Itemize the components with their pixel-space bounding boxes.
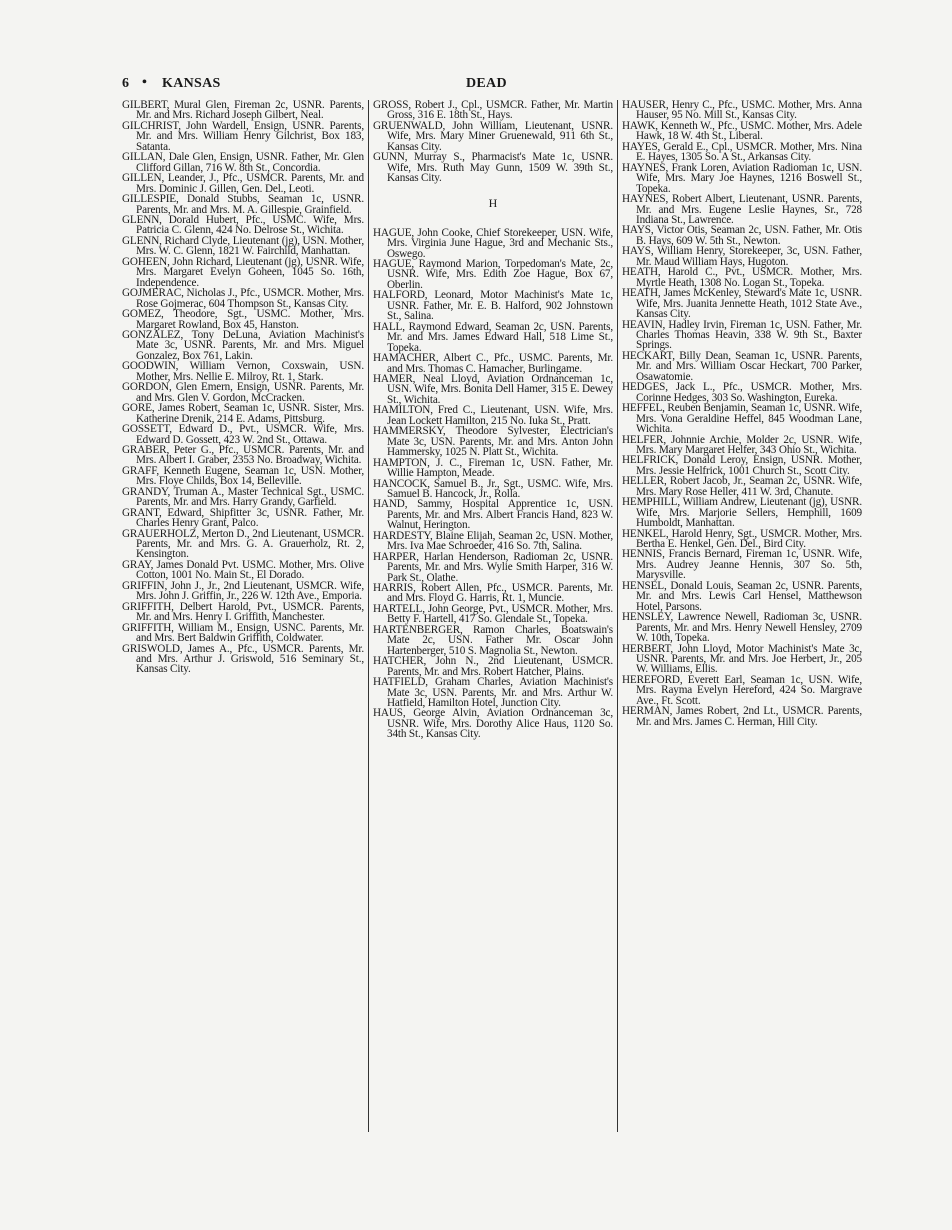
- roll-entry: GORDON, Glen Emern, Ensign, USNR. Parents, Mr. and Mrs. Glen V. Gordon, McCracken.: [122, 381, 364, 404]
- roll-entry: HEATH, James McKenley, Steward's Mate 1c, USNR. Wife, Mrs. Juanita Jennette Heath, 1012 State Ave., Kansas City.: [622, 287, 862, 321]
- roll-entry: GUNN, Murray S., Pharmacist's Mate 1c, USNR. Wife, Mrs. Ruth May Gunn, 1509 W. 39th St., Kansas City.: [373, 151, 613, 185]
- column-3: [622, 100, 862, 727]
- roll-entry: HAMMERSKY, Theodore Sylvester, Electrician's Mate 3c, USN. Parents, Mr. and Mrs. Anton John Hammersky, 1025 N. Platt St., Wichita.: [373, 425, 613, 459]
- roll-entry: GONZALEZ, Tony DeLuna, Aviation Machinist's Mate 3c, USNR. Parents, Mr. and Mrs. Miguel Gonzalez, Box 761, Lakin.: [122, 328, 364, 362]
- roll-entry: HAYS, Victor Otis, Seaman 2c, USN. Father, Mr. Otis B. Hays, 609 W. 5th St., Newton.: [622, 224, 862, 247]
- column-1: [122, 100, 364, 675]
- roll-entry: HAND, Sammy, Hospital Apprentice 1c, USN. Parents, Mr. and Mrs. Albert Francis Hand, 823 W. Walnut, Herington.: [373, 498, 613, 532]
- roll-entry: HAYNES, Frank Loren, Aviation Radioman 1c, USN. Wife, Mrs. Mary Joe Haynes, 1216 Boswell St., Topeka.: [622, 161, 862, 195]
- state-name: KANSAS: [162, 76, 221, 91]
- roll-entry: GILLEN, Leander, J., Pfc., USMCR. Parents, Mr. and Mrs. Dominic J. Gillen, Gen. Del., Leoti.: [122, 172, 364, 195]
- roll-entry: HARPER, Harlan Henderson, Radioman 2c, USNR. Parents, Mr. and Mrs. Wylie Smith Harper, 316 W. Park St., Olathe.: [373, 550, 613, 584]
- roll-entry: GRIFFIN, John J., Jr., 2nd Lieutenant, USMCR. Wife, Mrs. John J. Griffin, Jr., 226 W. 12th Ave., Emporia.: [122, 579, 364, 603]
- roll-entry: HAGUE, Raymond Marion, Torpedoman's Mate, 2c, USNR. Wife, Mrs. Edith Zoe Hague, Box 67, Oberlin.: [373, 257, 613, 291]
- roll-entry: HARTENBERGER, Ramon Charles, Boatswain's Mate 2c, USN. Father Mr. Oscar John Hartenberger, 510 S. Magnolia St., Newton.: [373, 623, 613, 657]
- roll-entry: HAMER, Neal Lloyd, Aviation Ordnanceman 1c, USN. Wife, Mrs. Bonita Dell Hamer, 315 E. Dewey St., Wichita.: [373, 372, 613, 406]
- roll-entry: HATFIELD, Graham Charles, Aviation Machinist's Mate 3c, USN. Parents, Mr. and Mrs. Arthur W. Hatfield, Hamilton Hotel, Junction City.: [373, 676, 613, 710]
- roll-entry: GRISWOLD, James A., Pfc., USMCR. Parents, Mr. and Mrs. Arthur J. Griswold, 516 Seminary St., Kansas City.: [122, 642, 364, 676]
- roll-entry: GRANDY, Truman A., Master Technical Sgt., USMC. Parents, Mr. and Mrs. Harry Grandy, Garfield.: [122, 485, 364, 509]
- roll-entry: HELFRICK, Donald Leroy, Ensign, USNR. Mother, Mrs. Jessie Helfrick, 1001 Church St., Scott City.: [622, 454, 862, 477]
- roll-entry: GOSSETT, Edward D., Pvt., USMCR. Wife, Mrs. Edward D. Gossett, 423 W. 2nd St., Ottawa.: [122, 423, 364, 446]
- header-bullet: •: [142, 75, 148, 90]
- roll-entry: GILBERT, Mural Glen, Fireman 2c, USNR. Parents, Mr. and Mrs. Richard Joseph Gilbert, Neal.: [122, 99, 364, 122]
- roll-entry: GOJMERAC, Nicholas J., Pfc., USMCR. Mother, Mrs. Rose Gojmerac, 604 Thompson St., Kansas City.: [122, 287, 364, 310]
- roll-entry: HERMAN, James Robert, 2nd Lt., USMCR. Parents, Mr. and Mrs. James C. Herman, Hill City.: [622, 705, 862, 728]
- roll-entry: HAMACHER, Albert C., Pfc., USMC. Parents, Mr. and Mrs. Thomas C. Hamacher, Burlingame.: [373, 352, 613, 375]
- roll-entry: GROSS, Robert J., Cpl., USMCR. Father, Mr. Martin Gross, 316 E. 18th St., Hays.: [373, 99, 613, 122]
- roll-entry: HAMPTON, J. C., Fireman 1c, USN. Father, Mr. Willie Hampton, Meade.: [373, 456, 613, 480]
- roll-entry: HENKEL, Harold Henry, Sgt., USMCR. Mother, Mrs. Bertha E. Henkel, Gen. Del., Bird City.: [622, 527, 862, 551]
- roll-entry: GRIFFITH, Delbert Harold, Pvt., USMCR. Parents, Mr. and Mrs. Henry I. Griffith, Manchester.: [122, 600, 364, 624]
- column-divider-2: [617, 100, 618, 1132]
- roll-entry: GILLAN, Dale Glen, Ensign, USNR. Father, Mr. Glen Clifford Gillan, 716 W. 8th St., Concordia.: [122, 151, 364, 174]
- roll-entry: HATCHER, John N., 2nd Lieutenant, USMCR. Parents, Mr. and Mrs. Robert Hatcher, Plains.: [373, 655, 613, 678]
- roll-entry: HENSLEY, Lawrence Newell, Radioman 3c, USNR. Parents, Mr. and Mrs. Henry Newell Hensley, 2709 W. 10th, Topeka.: [622, 611, 862, 645]
- roll-entry: HANCOCK, Samuel B., Jr., Sgt., USMC. Wife, Mrs. Samuel B. Hancock, Jr., Rolla.: [373, 477, 613, 500]
- roll-entry: GOODWIN, William Vernon, Coxswain, USN. Mother, Mrs. Nellie E. Milroy, Rt. 1, Stark.: [122, 360, 364, 383]
- roll-entry: HAGUE, John Cooke, Chief Storekeeper, USN. Wife, Mrs. Virginia June Hague, 3rd and Mechanic Sts., Oswego.: [373, 226, 613, 260]
- roll-entry: HEREFORD, Everett Earl, Seaman 1c, USN. Wife, Mrs. Rayma Evelyn Hereford, 424 So. Margrave Ave., Ft. Scott.: [622, 673, 862, 707]
- roll-entry: HENSEL, Donald Louis, Seaman 2c, USNR. Parents, Mr. and Mrs. Lewis Carl Hensel, Matthewson Hotel, Parsons.: [622, 579, 862, 613]
- roll-entry: HAUSER, Henry C., Pfc., USMC. Mother, Mrs. Anna Hauser, 95 No. Mill St., Kansas City.: [622, 99, 862, 122]
- roll-entry: HELFER, Johnnie Archie, Molder 2c, USNR. Wife, Mrs. Mary Margaret Helfer, 343 Ohio St., Wichita.: [622, 433, 862, 456]
- roll-entry: GRAY, James Donald Pvt. USMC. Mother, Mrs. Olive Cotton, 1001 No. Main St., El Dorado.: [122, 558, 364, 582]
- column-2: [373, 100, 613, 740]
- roll-entry: GLENN, Richard Clyde, Lieutenant (jg), USN. Mother, Mrs. W. C. Glenn, 1821 W. Fairchild, Manhattan.: [122, 234, 365, 258]
- page-number: 6: [122, 76, 130, 91]
- roll-entry: GRAUERHOLZ, Merton D., 2nd Lieutenant, USMCR. Parents, Mr. and Mrs. G. A. Grauerholz, Rt. 2, Kensington.: [122, 527, 364, 561]
- section-letter-heading: H: [488, 195, 498, 210]
- roll-entry: GRABER, Peter G., Pfc., USMCR. Parents, Mr. and Mrs. Albert I. Graber, 2353 No. Broadway, Wichita.: [122, 443, 364, 467]
- roll-entry: HENNIS, Francis Bernard, Fireman 1c, USNR. Wife, Mrs. Audrey Jeanne Hennis, 307 So. 5th, Marysville.: [622, 548, 862, 582]
- roll-entry: HARTELL, John George, Pvt., USMCR. Mother, Mrs. Betty F. Hartell, 417 So. Glendale St., Topeka.: [373, 602, 613, 626]
- roll-entry: HAWK, Kenneth W., Pfc., USMC. Mother, Mrs. Adele Hawk, 18 W. 4th St., Liberal.: [622, 119, 862, 143]
- roll-entry: HEDGES, Jack L., Pfc., USMCR. Mother, Mrs. Corinne Hedges, 303 So. Washington, Eureka.: [622, 381, 862, 404]
- page-header: [122, 76, 862, 96]
- roll-entry: HAYNES, Robert Albert, Lieutenant, USNR. Parents, Mr. and Mrs. Eugene Leslie Haynes, Sr., 728 Indiana St., Lawrence.: [622, 193, 862, 226]
- roll-entry: HEMPHILL, William Andrew, Lieutenant (jg), USNR. Wife, Mrs. Marjorie Sellers, Hemphill, 1609 Humboldt, Manhattan.: [622, 496, 862, 530]
- roll-entry: HEATH, Harold C., Pvt., USMCR. Mother, Mrs. Myrtle Heath, 1308 No. Logan St., Topeka.: [622, 266, 862, 289]
- roll-entry: GRAFF, Kenneth Eugene, Seaman 1c, USN. Mother, Mrs. Floye Childs, Box 14, Belleville.: [122, 464, 364, 488]
- roll-entry: HALFORD, Leonard, Motor Machinist's Mate 1c, USNR. Father, Mr. E. B. Halford, 902 Johnstown St., Salina.: [373, 289, 613, 323]
- roll-entry: HELLER, Robert Jacob, Jr., Seaman 2c, USNR. Wife, Mrs. Mary Rose Heller, 411 W. 3rd, Chanute.: [622, 475, 862, 498]
- column-divider-1: [368, 100, 369, 1132]
- roll-entry: HARRIS, Robert Allen, Pfc., USMCR. Parents, Mr. and Mrs. Floyd G. Harris, Rt. 1, Muncie.: [373, 582, 613, 605]
- roll-entry: HAUS, George Alvin, Aviation Ordnanceman 3c, USNR. Wife, Mrs. Dorothy Alice Haus, 1120 So. 34th St., Kansas City.: [373, 707, 613, 741]
- roll-entry: HEFFEL, Reuben Benjamin, Seaman 1c, USNR. Wife, Mrs. Vona Geraldine Heffel, 845 Woodman Lane, Wichita.: [622, 402, 862, 436]
- section-title: DEAD: [466, 76, 507, 91]
- roll-entry: GILCHRIST, John Wardell, Ensign, USNR. Parents, Mr. and Mrs. William Henry Gilchrist, Box 183, Satanta.: [122, 119, 364, 153]
- roll-entry: GILLESPIE, Donald Stubbs, Seaman 1c, USNR. Parents, Mr. and Mrs. M. A. Gillespie, Grainfield.: [122, 193, 364, 216]
- roll-entry: HECKART, Billy Dean, Seaman 1c, USNR. Parents, Mr. and Mrs. William Oscar Heckart, 700 Parker, Osawatomie.: [622, 349, 862, 383]
- roll-entry: HALL, Raymond Edward, Seaman 2c, USN. Parents, Mr. and Mrs. James Edward Hall, 518 Lime St., Topeka.: [373, 320, 613, 354]
- roll-entry: GLENN, Dorald Hubert, Pfc., USMC. Wife, Mrs. Patricia C. Glenn, 424 No. Delrose St., Wichita.: [122, 213, 364, 237]
- roll-entry: HAYES, Gerald E., Cpl., USMCR. Mother, Mrs. Nina E. Hayes, 1305 So. A St., Arkansas City.: [622, 140, 862, 164]
- roll-entry: HAYS, William Henry, Storekeeper, 3c, USN. Father, Mr. Maud William Hays, Hugoton.: [622, 245, 862, 268]
- roll-entry: GOHEEN, John Richard, Lieutenant (jg), USNR. Wife, Mrs. Margaret Evelyn Goheen, 1045 So. 16th, Independence.: [122, 255, 364, 289]
- roll-entry: HEAVIN, Hadley Irvin, Fireman 1c, USN. Father, Mr. Charles Thomas Heavin, 338 W. 9th St., Baxter Springs.: [622, 318, 862, 352]
- roll-entry: GRIFFITH, William M., Ensign, USNC. Parents, Mr. and Mrs. Bert Baldwin Griffith, Coldwater.: [122, 621, 364, 645]
- roll-entry: GOMEZ, Theodore, Sgt., USMC. Mother, Mrs. Margaret Rowland, Box 45, Hanston.: [122, 308, 364, 331]
- roll-entry: GRANT, Edward, Shipfitter 3c, USNR. Father, Mr. Charles Henry Grant, Palco.: [122, 506, 364, 530]
- roll-entry: HAMILTON, Fred C., Lieutenant, USN. Wife, Mrs. Jean Lockett Hamilton, 215 No. Iuka St., Pratt.: [373, 404, 613, 427]
- roll-entry: GORE, James Robert, Seaman 1c, USNR. Sister, Mrs. Katherine Drenik, 214 E. Adams, Pittsburg.: [122, 402, 364, 425]
- roll-entry: HERBERT, John Lloyd, Motor Machinist's Mate 3c, USNR. Parents, Mr. and Mrs. Joe Herbert, Jr., 205 W. Williams, Ellis.: [622, 642, 862, 676]
- roll-entry: GRUENWALD, John William, Lieutenant, USNR. Wife, Mrs. Mary Miner Gruenewald, 911 6th St., Kansas City.: [373, 119, 613, 153]
- roll-entry: HARDESTY, Blaine Elijah, Seaman 2c, USN. Mother, Mrs. Iva Mae Schroeder, 416 So. 7th, Salina.: [373, 529, 613, 553]
